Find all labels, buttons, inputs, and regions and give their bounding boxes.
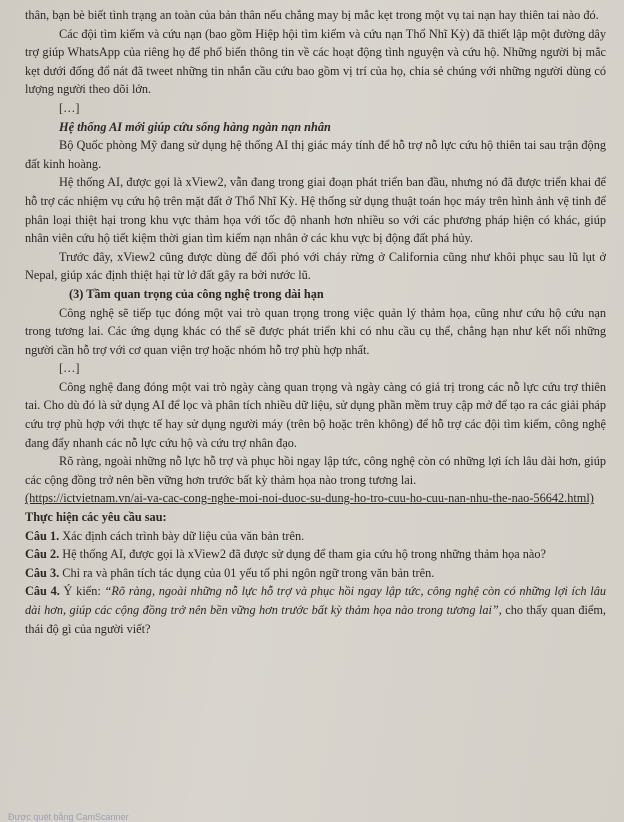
question-text: Xác định cách trình bày dữ liệu của văn bản trên.: [59, 528, 305, 543]
paragraph-tech-growing: Công nghệ đang đóng một vai trò ngày càng quan trọng và ngày càng có giá trị trong các nỗ lực cứu trợ thiên tai. Cho dù đó là sử dụng AI để lọc và phân tích nhiều dữ liệu, sử dụng phần mềm truy cập mở để tạo ra các giải pháp cứu trợ phù hợp với thực tế hay sử dụng người máy (trên bộ hoặc trên không) để hỗ trợ các đội tìm kiếm, công nghệ đang đẩy nhanh các nỗ lực cứu hộ và cứu trợ nhân đạo.: [25, 379, 606, 450]
ellipsis-marker: […]: [59, 361, 80, 376]
question-number: Câu 2.: [25, 547, 60, 562]
paragraph-tech-role: Công nghệ sẽ tiếp tục đóng một vai trò quan trọng trong việc quản lý thảm họa, cũng như cứu hộ cứu nạn trong tương lai. Các ứng dụng khác có thể sẽ được phát triển khi có nhu cầu cụ thể, chẳng hạn như kết nối những người cần hỗ trợ với cơ quan viện trợ hoặc nhóm hỗ trợ phù hợp nhất.: [25, 305, 606, 357]
paragraph-dod: Bộ Quốc phòng Mỹ đang sử dụng hệ thống AI thị giác máy tính để hỗ trợ nỗ lực cứu hộ thiên tai sau trận động đất kinh hoàng.: [25, 138, 606, 171]
paragraph-rescue-teams: Các đội tìm kiếm và cứu nạn (bao gồm Hiệp hội tìm kiếm và cứu nạn Thổ Nhĩ Kỳ) đã thiết lập một đường dây trợ giúp WhatsApp của riêng họ để phổ biến thông tin về các hoạt động tình nguyện và cứu hộ. Những người bị mắc kẹt dưới đống đổ nát đã tweet những tin nhắn cầu cứu bao gồm vị trí của họ, chia sẻ chúng với những người dùng có lượng người theo dõi lớn.: [25, 26, 606, 97]
question-number: Câu 4.: [25, 584, 60, 599]
heading-section-3: (3) Tầm quan trọng của công nghệ trong dài hạn: [69, 286, 324, 301]
source-link[interactable]: (https://ictvietnam.vn/ai-va-cac-cong-nghe-moi-noi-duoc-su-dung-ho-tro-cuu-ho-cuu-nan-nhu-the-nao-56642.html): [25, 491, 594, 506]
paragraph-xview2: Hệ thống AI, được gọi là xView2, vẫn đang trong giai đoạn phát triển ban đầu, nhưng nó đã được triển khai để hỗ trợ các nhiệm vụ cứu hộ trên mặt đất ở Thổ Nhĩ Kỳ. Hệ thống sử dụng thuật toán học máy trên hình ảnh vệ tinh để phân loại thiệt hại trong khu vực thảm họa với tốc độ nhanh hơn nhiều so với các phương pháp hiện có khác, giúp nhân viên cứu hộ tiết kiệm thời gian tìm kiếm nạn nhân ở các khu vực bị động đất phá hủy.: [25, 175, 606, 246]
scanner-watermark: Được quét bằng CamScanner: [8, 812, 129, 822]
question-quote: “Rõ ràng, ngoài những nỗ lực hỗ trợ và phục hồi ngay lập tức, công nghệ còn có những lợi ích lâu dài hơn, giúp các cộng đồng trở nên bền vững hơn trước bất kỳ thảm họa nào trong tương lai”: [25, 584, 606, 617]
question-2: [25, 545, 606, 564]
paragraph-before: Trước đây, xView2 cũng được dùng để đối phó với cháy rừng ở California cũng như khôi phục sau lũ lụt ở Nepal, giúp xác định thiệt hại từ lở đất gây ra bởi nước lũ.: [25, 249, 606, 283]
question-text: Hệ thống AI, được gọi là xView2 đã được sử dụng để tham gia cứu hộ trong những thảm họa nào?: [59, 547, 546, 562]
paragraph-intro-tail: thân, bạn bè biết tình trạng an toàn của bản thân nếu chẳng may bị mắc kẹt trong một vụ tai nạn hay thiên tai nào đó.: [25, 8, 599, 22]
question-number: Câu 1.: [25, 528, 60, 543]
question-text-end: , cho thấy quan điểm, thái độ gì của người viết?: [25, 603, 606, 636]
question-number: Câu 3.: [25, 565, 60, 580]
heading-ai-system: Hệ thống AI mới giúp cứu sống hàng ngàn nạn nhân: [59, 119, 331, 134]
task-title: Thực hiện các yêu cầu sau:: [25, 510, 167, 525]
question-3: [25, 564, 606, 583]
paragraph-clearly: Rõ ràng, ngoài những nỗ lực hỗ trợ và phục hồi ngay lập tức, công nghệ còn có những lợi ích lâu dài hơn, giúp các cộng đồng trở nên bền vững hơn trước bất kỳ thảm họa nào trong tương lai.: [25, 454, 606, 487]
ellipsis-marker: […]: [59, 100, 80, 115]
question-text: Ý kiến:: [59, 584, 105, 599]
question-text: Chỉ ra và phân tích tác dụng của 01 yếu tố phi ngôn ngữ trong văn bản trên.: [59, 565, 435, 580]
question-4: [25, 582, 606, 638]
question-1: [25, 527, 606, 546]
